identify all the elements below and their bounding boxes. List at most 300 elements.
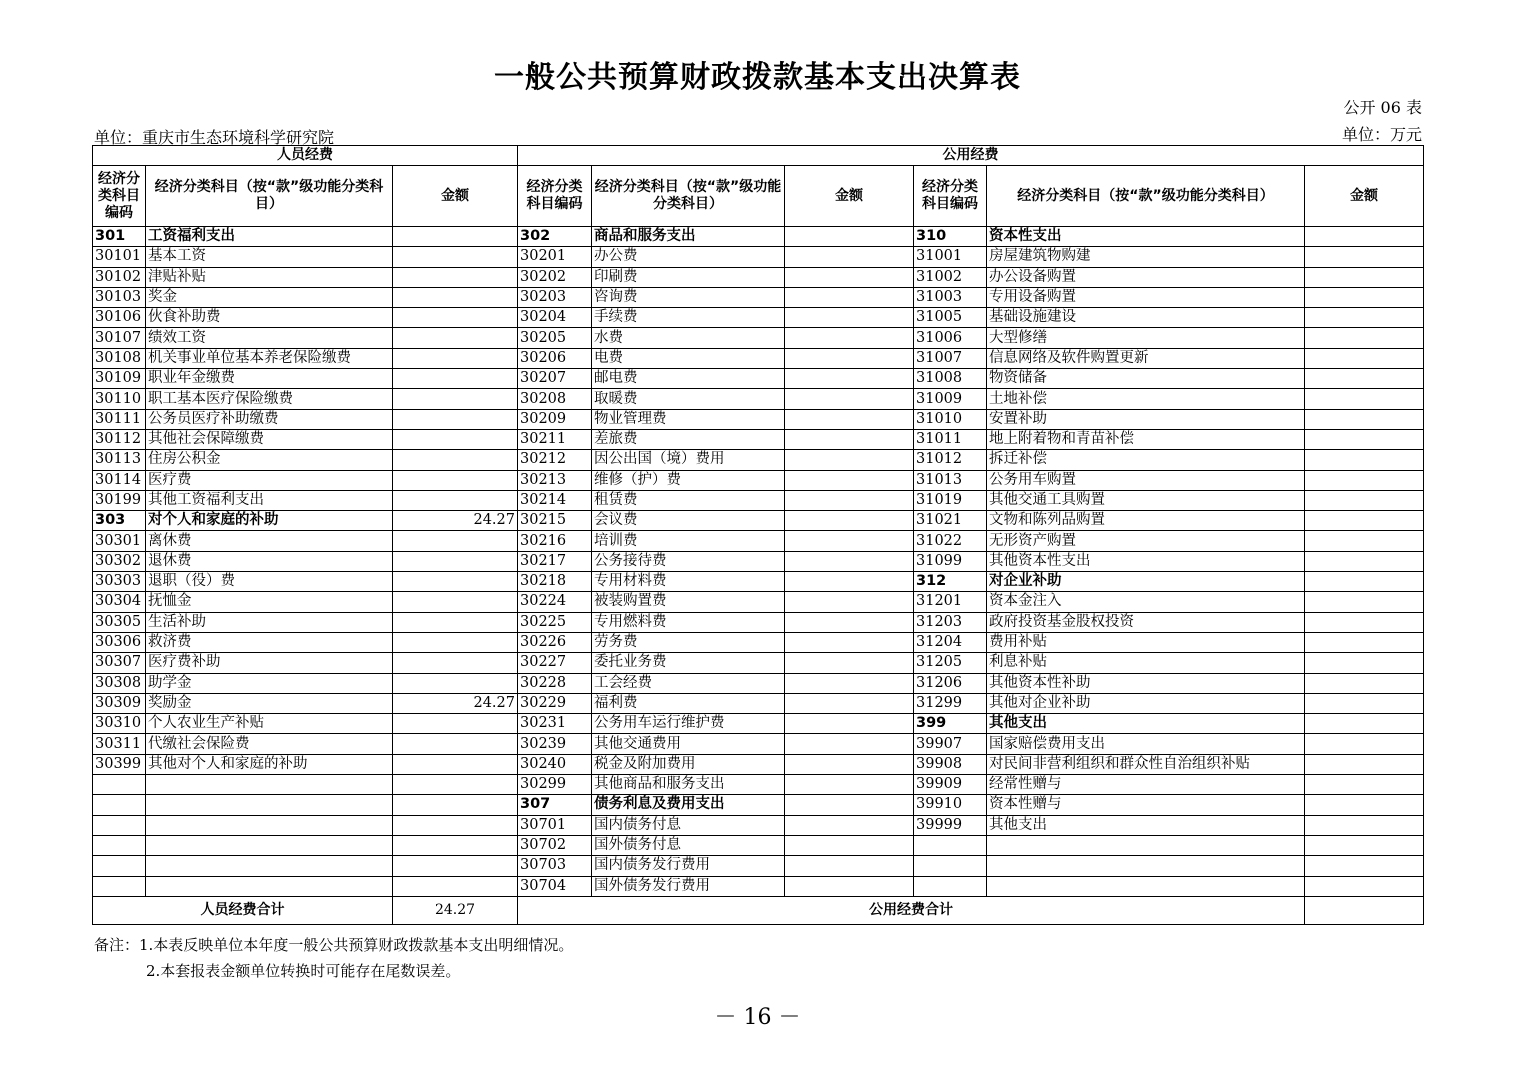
econ-item-name — [146, 835, 393, 855]
econ-code: 30206 — [518, 348, 592, 368]
amount — [393, 227, 518, 247]
econ-item-name: 办公费 — [592, 247, 785, 267]
econ-code: 301 — [93, 227, 146, 247]
personnel-total-label: 人员经费合计 — [93, 896, 393, 924]
econ-code: 30218 — [518, 572, 592, 592]
econ-item-name — [146, 856, 393, 876]
econ-item-name: 离休费 — [146, 531, 393, 551]
amount — [393, 450, 518, 470]
amount — [785, 592, 914, 612]
amount — [785, 267, 914, 287]
econ-item-name: 退休费 — [146, 551, 393, 571]
econ-code: 30204 — [518, 308, 592, 328]
amount — [393, 835, 518, 855]
amount — [1305, 876, 1424, 896]
econ-item-name: 劳务费 — [592, 632, 785, 652]
amount — [393, 673, 518, 693]
econ-code: 31001 — [914, 247, 987, 267]
econ-item-name: 文物和陈列品购置 — [987, 511, 1305, 531]
reporting-unit: 单位：重庆市生态环境科学研究院 — [94, 128, 335, 147]
econ-item-name: 绩效工资 — [146, 328, 393, 348]
econ-item-name: 土地补偿 — [987, 389, 1305, 409]
econ-code: 30226 — [518, 632, 592, 652]
econ-code: 30303 — [93, 572, 146, 592]
econ-item-name: 资本性赠与 — [987, 795, 1305, 815]
econ-code: 31006 — [914, 328, 987, 348]
table-row — [93, 653, 1424, 673]
table-row — [93, 572, 1424, 592]
amount: 24.27 — [393, 693, 518, 713]
econ-item-name: 对民间非营利组织和群众性自治组织补贴 — [987, 754, 1305, 774]
amount — [393, 815, 518, 835]
econ-code: 30212 — [518, 450, 592, 470]
econ-item-name: 公务用车购置 — [987, 470, 1305, 490]
amount — [785, 653, 914, 673]
econ-item-name: 因公出国（境）费用 — [592, 450, 785, 470]
econ-code: 30109 — [93, 369, 146, 389]
econ-item-name: 职业年金缴费 — [146, 369, 393, 389]
amount — [1305, 389, 1424, 409]
amount — [393, 348, 518, 368]
econ-code: 30227 — [518, 653, 592, 673]
table-row — [93, 673, 1424, 693]
econ-item-name: 津贴补贴 — [146, 267, 393, 287]
econ-item-name — [987, 835, 1305, 855]
amount — [1305, 592, 1424, 612]
amount — [1305, 835, 1424, 855]
econ-item-name: 经常性赠与 — [987, 775, 1305, 795]
econ-item-name: 国外债务付息 — [592, 835, 785, 855]
page-number: － 16 － — [714, 1005, 801, 1030]
econ-code: 30106 — [93, 308, 146, 328]
amount — [1305, 450, 1424, 470]
econ-code: 30108 — [93, 348, 146, 368]
table-row — [93, 267, 1424, 287]
amount — [1305, 815, 1424, 835]
econ-item-name: 其他支出 — [987, 815, 1305, 835]
amount — [1305, 470, 1424, 490]
amount — [393, 592, 518, 612]
amount — [785, 551, 914, 571]
amount — [393, 714, 518, 734]
econ-item-name — [987, 876, 1305, 896]
col-header-code: 经济分类科目编码 — [914, 166, 987, 227]
table-row — [93, 308, 1424, 328]
table-row — [93, 551, 1424, 571]
econ-item-name: 利息补贴 — [987, 653, 1305, 673]
econ-item-name: 培训费 — [592, 531, 785, 551]
amount — [785, 835, 914, 855]
table-row — [93, 511, 1424, 531]
table-row — [93, 795, 1424, 815]
econ-code: 39910 — [914, 795, 987, 815]
amount — [393, 369, 518, 389]
amount — [1305, 551, 1424, 571]
econ-code: 30205 — [518, 328, 592, 348]
table-row — [93, 876, 1424, 896]
amount — [393, 876, 518, 896]
amount — [1305, 227, 1424, 247]
econ-code: 39999 — [914, 815, 987, 835]
econ-code: 30102 — [93, 267, 146, 287]
table-row — [93, 369, 1424, 389]
amount — [1305, 795, 1424, 815]
amount — [1305, 409, 1424, 429]
amount — [785, 714, 914, 734]
econ-item-name — [146, 775, 393, 795]
amount — [1305, 653, 1424, 673]
econ-item-name: 奖金 — [146, 287, 393, 307]
econ-code: 30203 — [518, 287, 592, 307]
econ-code — [914, 835, 987, 855]
econ-code: 30112 — [93, 429, 146, 449]
econ-item-name: 对个人和家庭的补助 — [146, 511, 393, 531]
table-row — [93, 612, 1424, 632]
econ-code: 31011 — [914, 429, 987, 449]
econ-item-name: 被装购置费 — [592, 592, 785, 612]
econ-item-name: 代缴社会保险费 — [146, 734, 393, 754]
amount — [1305, 287, 1424, 307]
form-number: 公开 06 表 — [1343, 98, 1422, 117]
econ-item-name: 国家赔偿费用支出 — [987, 734, 1305, 754]
econ-item-name: 其他对个人和家庭的补助 — [146, 754, 393, 774]
econ-item-name: 退职（役）费 — [146, 572, 393, 592]
econ-code: 31012 — [914, 450, 987, 470]
econ-item-name: 水费 — [592, 328, 785, 348]
econ-item-name: 费用补贴 — [987, 632, 1305, 652]
amount — [785, 227, 914, 247]
public-total-amount — [1305, 896, 1424, 924]
amount — [393, 267, 518, 287]
table-row — [93, 754, 1424, 774]
amount — [393, 389, 518, 409]
amount — [785, 247, 914, 267]
econ-item-name: 取暖费 — [592, 389, 785, 409]
table-row — [93, 693, 1424, 713]
econ-item-name: 福利费 — [592, 693, 785, 713]
col-header-amount: 金额 — [785, 166, 914, 227]
amount — [1305, 673, 1424, 693]
econ-item-name: 公务员医疗补助缴费 — [146, 409, 393, 429]
econ-code: 30211 — [518, 429, 592, 449]
econ-item-name: 职工基本医疗保险缴费 — [146, 389, 393, 409]
amount — [393, 429, 518, 449]
amount — [785, 632, 914, 652]
econ-item-name: 大型修缮 — [987, 328, 1305, 348]
econ-item-name: 政府投资基金股权投资 — [987, 612, 1305, 632]
econ-code: 30240 — [518, 754, 592, 774]
col-header-name: 经济分类科目（按“款”级功能分类科目） — [592, 166, 785, 227]
econ-item-name: 商品和服务支出 — [592, 227, 785, 247]
amount — [785, 490, 914, 510]
econ-code: 31013 — [914, 470, 987, 490]
totals-row — [93, 896, 1424, 924]
table-row — [93, 632, 1424, 652]
table-row — [93, 592, 1424, 612]
amount — [1305, 328, 1424, 348]
amount — [1305, 632, 1424, 652]
col-header-name: 经济分类科目（按“款”级功能分类科目） — [146, 166, 393, 227]
page-title: 一般公共预算财政拨款基本支出决算表 — [494, 60, 1021, 95]
econ-code: 30224 — [518, 592, 592, 612]
econ-item-name: 物业管理费 — [592, 409, 785, 429]
amount — [1305, 734, 1424, 754]
public-total-label: 公用经费合计 — [518, 896, 1305, 924]
econ-code: 30704 — [518, 876, 592, 896]
amount — [1305, 754, 1424, 774]
econ-code: 31206 — [914, 673, 987, 693]
section-personnel: 人员经费 — [93, 146, 518, 166]
amount — [785, 612, 914, 632]
econ-item-name: 拆迁补偿 — [987, 450, 1305, 470]
econ-code: 30208 — [518, 389, 592, 409]
econ-code: 31003 — [914, 287, 987, 307]
econ-code: 31021 — [914, 511, 987, 531]
amount — [785, 450, 914, 470]
amount — [393, 612, 518, 632]
econ-item-name: 其他商品和服务支出 — [592, 775, 785, 795]
econ-code: 31204 — [914, 632, 987, 652]
econ-item-name: 物资储备 — [987, 369, 1305, 389]
econ-item-name: 信息网络及软件购置更新 — [987, 348, 1305, 368]
econ-code: 30217 — [518, 551, 592, 571]
econ-code: 30113 — [93, 450, 146, 470]
amount — [1305, 612, 1424, 632]
econ-code: 30213 — [518, 470, 592, 490]
col-header-name: 经济分类科目（按“款”级功能分类科目） — [987, 166, 1305, 227]
table-row — [93, 734, 1424, 754]
econ-item-name: 其他社会保障缴费 — [146, 429, 393, 449]
amount — [393, 247, 518, 267]
amount — [785, 673, 914, 693]
econ-item-name — [146, 815, 393, 835]
amount — [393, 856, 518, 876]
econ-item-name: 救济费 — [146, 632, 393, 652]
econ-item-name: 委托业务费 — [592, 653, 785, 673]
amount — [785, 693, 914, 713]
notes — [94, 932, 573, 984]
econ-code: 30308 — [93, 673, 146, 693]
econ-item-name: 国内债务发行费用 — [592, 856, 785, 876]
econ-item-name: 个人农业生产补贴 — [146, 714, 393, 734]
econ-item-name: 公务用车运行维护费 — [592, 714, 785, 734]
econ-item-name — [146, 795, 393, 815]
amount — [393, 287, 518, 307]
econ-item-name: 会议费 — [592, 511, 785, 531]
table-row — [93, 490, 1424, 510]
econ-item-name: 差旅费 — [592, 429, 785, 449]
amount — [785, 775, 914, 795]
econ-code: 30306 — [93, 632, 146, 652]
econ-code — [93, 815, 146, 835]
econ-code: 31299 — [914, 693, 987, 713]
col-header-amount: 金额 — [393, 166, 518, 227]
table-row — [93, 409, 1424, 429]
amount — [785, 734, 914, 754]
econ-code: 30216 — [518, 531, 592, 551]
econ-item-name: 其他对企业补助 — [987, 693, 1305, 713]
econ-code: 30202 — [518, 267, 592, 287]
amount — [393, 328, 518, 348]
amount — [785, 511, 914, 531]
econ-item-name: 生活补助 — [146, 612, 393, 632]
econ-item-name: 无形资产购置 — [987, 531, 1305, 551]
amount — [785, 409, 914, 429]
econ-code: 31008 — [914, 369, 987, 389]
econ-item-name: 电费 — [592, 348, 785, 368]
econ-code: 31205 — [914, 653, 987, 673]
econ-code: 30214 — [518, 490, 592, 510]
amount — [393, 490, 518, 510]
econ-code — [914, 856, 987, 876]
section-header-row — [93, 146, 1424, 166]
amount — [393, 795, 518, 815]
amount — [393, 572, 518, 592]
econ-code: 30225 — [518, 612, 592, 632]
econ-item-name: 专用材料费 — [592, 572, 785, 592]
expenditure-table — [92, 145, 1424, 925]
econ-code: 302 — [518, 227, 592, 247]
econ-code — [93, 795, 146, 815]
amount — [1305, 714, 1424, 734]
econ-code: 30209 — [518, 409, 592, 429]
econ-code: 310 — [914, 227, 987, 247]
econ-item-name: 税金及附加费用 — [592, 754, 785, 774]
table-row — [93, 227, 1424, 247]
personnel-total-amount: 24.27 — [393, 896, 518, 924]
table-row — [93, 389, 1424, 409]
econ-item-name: 其他资本性补助 — [987, 673, 1305, 693]
econ-item-name: 医疗费补助 — [146, 653, 393, 673]
econ-code: 31002 — [914, 267, 987, 287]
table-row — [93, 714, 1424, 734]
amount — [393, 734, 518, 754]
table-row — [93, 531, 1424, 551]
econ-code: 30110 — [93, 389, 146, 409]
econ-code: 31005 — [914, 308, 987, 328]
amount — [785, 369, 914, 389]
amount — [785, 795, 914, 815]
amount — [785, 876, 914, 896]
econ-code: 30207 — [518, 369, 592, 389]
econ-item-name: 工资福利支出 — [146, 227, 393, 247]
table-row — [93, 348, 1424, 368]
econ-item-name: 助学金 — [146, 673, 393, 693]
amount — [785, 572, 914, 592]
econ-item-name: 对企业补助 — [987, 572, 1305, 592]
econ-code: 30228 — [518, 673, 592, 693]
econ-item-name: 奖励金 — [146, 693, 393, 713]
econ-item-name: 公务接待费 — [592, 551, 785, 571]
amount — [1305, 369, 1424, 389]
amount — [1305, 267, 1424, 287]
amount — [393, 775, 518, 795]
econ-item-name: 资本金注入 — [987, 592, 1305, 612]
econ-code: 30702 — [518, 835, 592, 855]
econ-code: 31019 — [914, 490, 987, 510]
econ-item-name: 债务利息及费用支出 — [592, 795, 785, 815]
econ-code: 30310 — [93, 714, 146, 734]
econ-code: 30302 — [93, 551, 146, 571]
amount — [785, 470, 914, 490]
amount — [785, 856, 914, 876]
amount — [1305, 693, 1424, 713]
econ-code: 30199 — [93, 490, 146, 510]
econ-item-name: 机关事业单位基本养老保险缴费 — [146, 348, 393, 368]
econ-code: 30107 — [93, 328, 146, 348]
table-row — [93, 775, 1424, 795]
econ-code — [914, 876, 987, 896]
econ-code: 31099 — [914, 551, 987, 571]
econ-item-name: 其他交通费用 — [592, 734, 785, 754]
amount — [1305, 531, 1424, 551]
econ-code: 31010 — [914, 409, 987, 429]
econ-code: 31201 — [914, 592, 987, 612]
econ-item-name: 医疗费 — [146, 470, 393, 490]
econ-code: 31009 — [914, 389, 987, 409]
econ-item-name: 其他资本性支出 — [987, 551, 1305, 571]
econ-code: 30304 — [93, 592, 146, 612]
col-header-code: 经济分类科目编码 — [518, 166, 592, 227]
econ-item-name: 其他支出 — [987, 714, 1305, 734]
table-row — [93, 429, 1424, 449]
note-1: 备注：1.本表反映单位本年度一般公共预算财政拨款基本支出明细情况。 — [94, 936, 574, 954]
econ-item-name: 资本性支出 — [987, 227, 1305, 247]
amount — [785, 389, 914, 409]
econ-item-name: 地上附着物和青苗补偿 — [987, 429, 1305, 449]
amount — [393, 308, 518, 328]
col-header-code: 经济分类科目编码 — [93, 166, 146, 227]
econ-code: 30101 — [93, 247, 146, 267]
econ-code: 30399 — [93, 754, 146, 774]
econ-code — [93, 876, 146, 896]
table-row — [93, 835, 1424, 855]
econ-item-name: 租赁费 — [592, 490, 785, 510]
econ-code: 30231 — [518, 714, 592, 734]
econ-code: 30103 — [93, 287, 146, 307]
econ-code: 312 — [914, 572, 987, 592]
econ-code: 39908 — [914, 754, 987, 774]
econ-item-name: 基本工资 — [146, 247, 393, 267]
econ-item-name: 专用设备购置 — [987, 287, 1305, 307]
econ-code: 30239 — [518, 734, 592, 754]
amount — [393, 551, 518, 571]
econ-code: 30309 — [93, 693, 146, 713]
econ-code: 303 — [93, 511, 146, 531]
econ-code: 30307 — [93, 653, 146, 673]
amount — [1305, 247, 1424, 267]
econ-item-name: 办公设备购置 — [987, 267, 1305, 287]
amount — [393, 531, 518, 551]
table-row — [93, 328, 1424, 348]
econ-code: 30229 — [518, 693, 592, 713]
amount — [785, 287, 914, 307]
amount — [785, 754, 914, 774]
econ-code: 30201 — [518, 247, 592, 267]
amount — [785, 348, 914, 368]
econ-item-name: 房屋建筑物购建 — [987, 247, 1305, 267]
note-2: 2.本套报表金额单位转换时可能存在尾数误差。 — [146, 962, 461, 980]
econ-item-name — [146, 876, 393, 896]
econ-item-name: 维修（护）费 — [592, 470, 785, 490]
econ-item-name: 安置补助 — [987, 409, 1305, 429]
econ-code — [93, 835, 146, 855]
section-public: 公用经费 — [518, 146, 1424, 166]
amount — [393, 409, 518, 429]
amount — [393, 470, 518, 490]
econ-code: 30305 — [93, 612, 146, 632]
econ-code: 399 — [914, 714, 987, 734]
